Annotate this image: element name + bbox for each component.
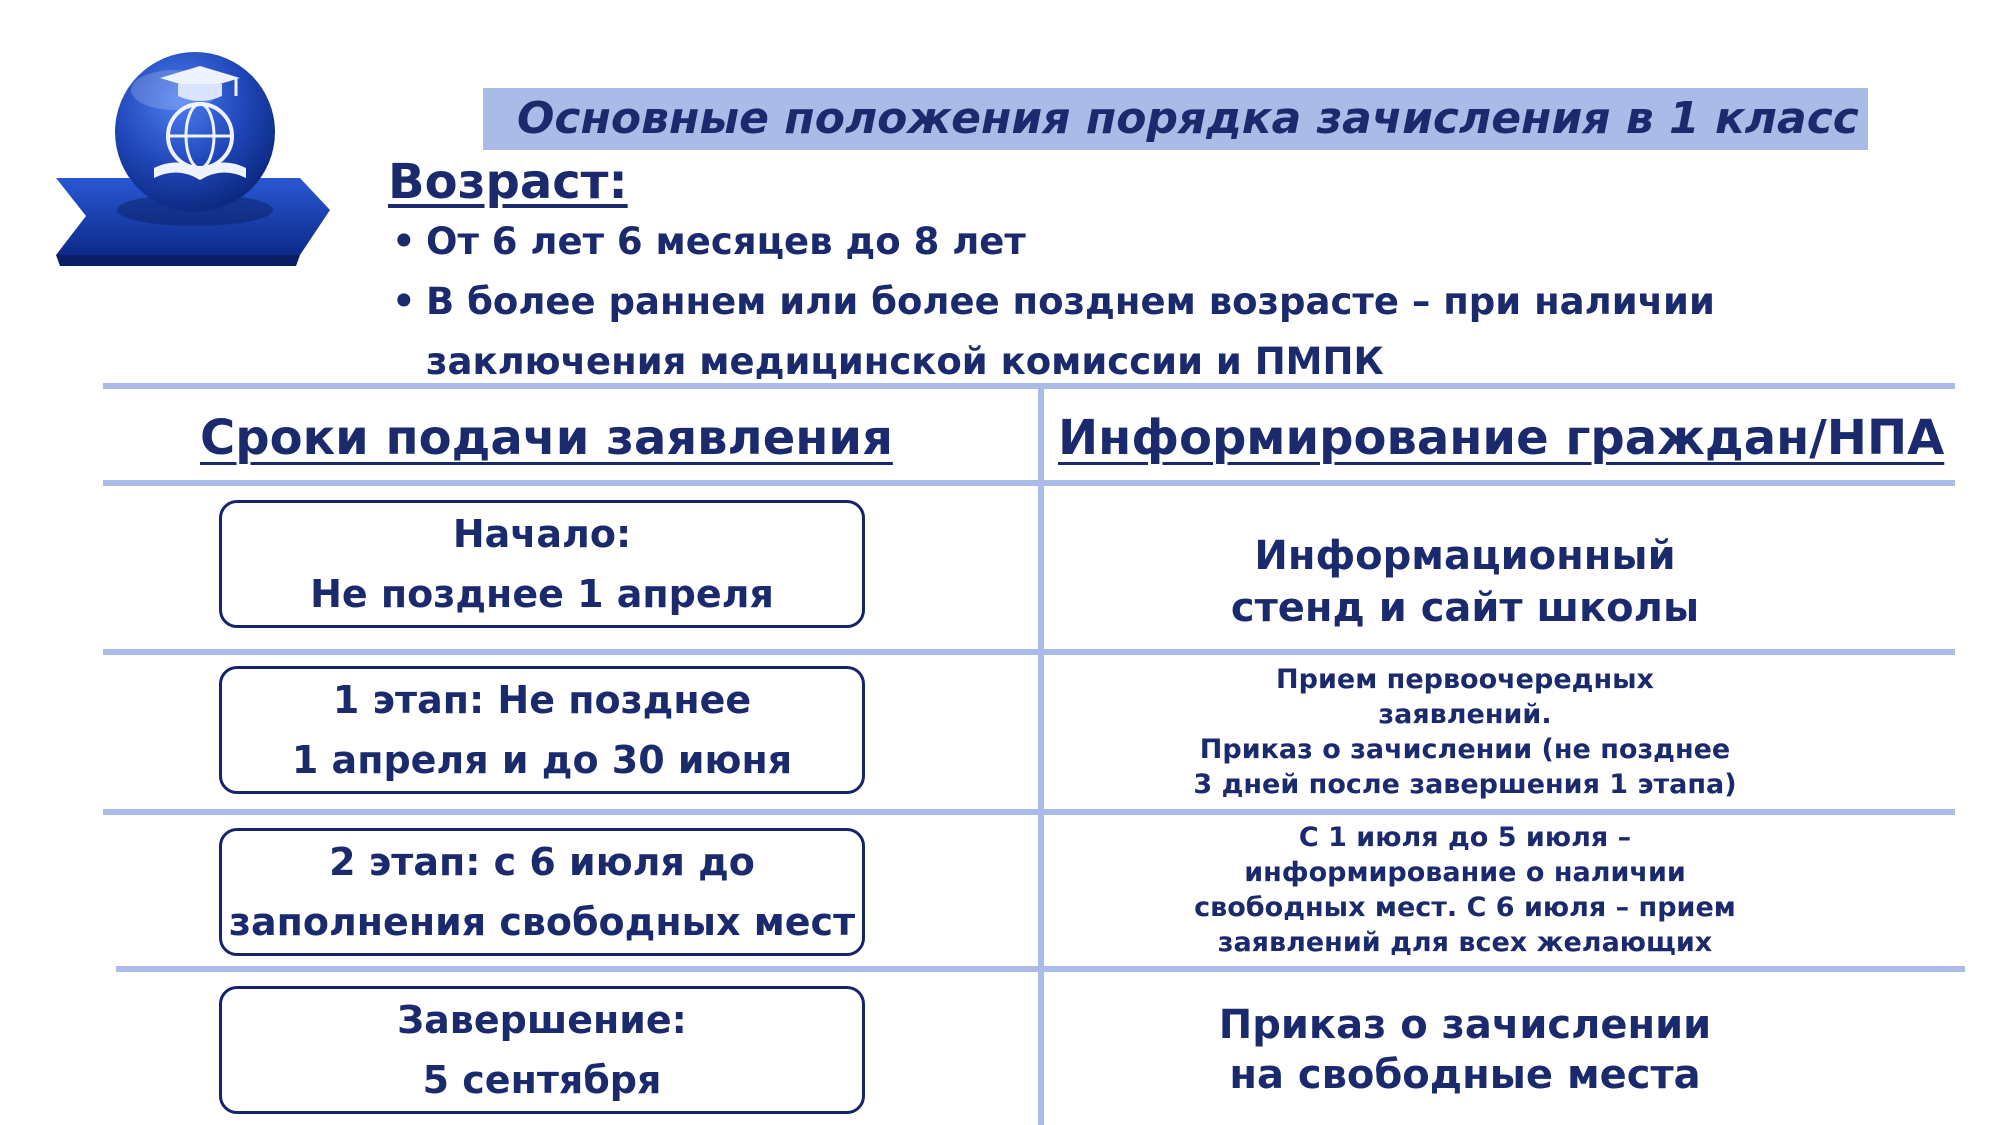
- school-logo-icon: [50, 50, 340, 275]
- right-column-heading: Информирование граждан/НПА: [1058, 410, 1945, 466]
- stage-box-line: 1 этап: Не позднее: [332, 678, 752, 722]
- stage-box-line: Не позднее 1 апреля: [310, 572, 774, 616]
- info-cell-1: [1050, 662, 1880, 802]
- age-bullet-2-text: В более раннем или более позднем возрасте – при наличии заключения медицинской комиссии и ПМПК: [426, 280, 1715, 383]
- info-cell-end: [1050, 1000, 1880, 1100]
- stage-box-start: [219, 500, 865, 628]
- age-heading: Возраст:: [388, 154, 628, 210]
- info-cell-start: [1050, 530, 1880, 634]
- info-line: заявлений для всех желающих: [1217, 927, 1713, 958]
- bullet-dot: •: [392, 280, 416, 323]
- stage-box-line: Завершение:: [397, 998, 687, 1042]
- divider-row-1: [103, 649, 1955, 655]
- age-bullet-1-text: От 6 лет 6 месяцев до 8 лет: [426, 220, 1026, 263]
- info-line: Приказ о зачислении: [1218, 1002, 1712, 1048]
- divider-top: [103, 383, 1955, 389]
- age-bullet-1: [392, 212, 1826, 272]
- divider-row-2: [103, 809, 1955, 815]
- info-line: С 1 июля до 5 июля –: [1298, 822, 1632, 853]
- info-line: свободных мест. С 6 июля – прием: [1194, 892, 1736, 923]
- age-bullet-2: [392, 272, 1826, 392]
- info-line: информирование о наличии: [1244, 857, 1686, 888]
- stage-box-line: 2 этап: с 6 июля до: [329, 840, 755, 884]
- info-line: Прием первоочередных: [1276, 664, 1654, 695]
- info-line: на свободные места: [1229, 1052, 1701, 1098]
- stage-box-1: [219, 666, 865, 794]
- info-line: заявлений.: [1378, 699, 1552, 730]
- divider-header: [103, 480, 1955, 486]
- info-line: Информационный: [1254, 533, 1676, 579]
- stage-box-line: 1 апреля и до 30 июня: [291, 738, 793, 782]
- info-line: Приказ о зачислении (не позднее: [1199, 734, 1731, 765]
- stage-box-line: Начало:: [452, 512, 632, 556]
- left-column-heading: Сроки подачи заявления: [200, 410, 893, 466]
- info-cell-2: [1050, 820, 1880, 960]
- page-title: Основные положения порядка зачисления в 1 класс: [517, 93, 1859, 144]
- info-line: 3 дней после завершения 1 этапа): [1193, 769, 1737, 800]
- bullet-dot: •: [392, 220, 416, 263]
- stage-box-end: [219, 986, 865, 1114]
- stage-box-line: 5 сентября: [422, 1058, 662, 1102]
- stage-box-line: заполнения свободных мест: [228, 900, 856, 944]
- column-divider: [1038, 383, 1044, 1125]
- stage-box-2: [219, 828, 865, 956]
- info-line: стенд и сайт школы: [1230, 585, 1700, 631]
